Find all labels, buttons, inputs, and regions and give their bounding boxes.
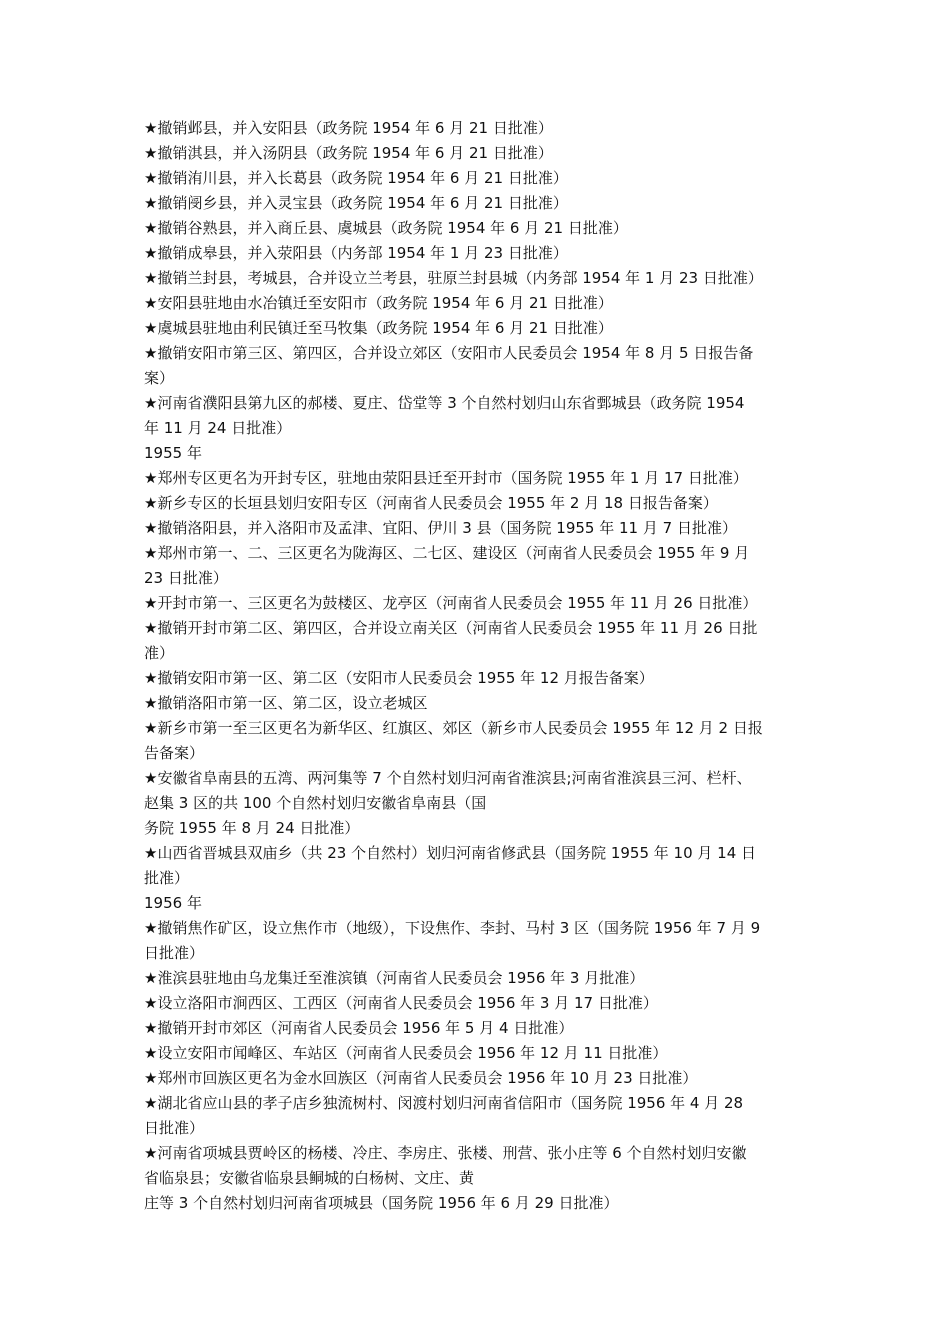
text-line: ★撤销洛阳县，并入洛阳市及孟津、宜阳、伊川 3 县（国务院 1955 年 11 月 7 日批准） (144, 519, 737, 537)
text-line: ★撤销开封市第二区、第四区，合并设立南关区（河南省人民委员会 1955 年 11 月 26 日批 (144, 619, 758, 637)
text-line: ★郑州市第一、二、三区更名为陇海区、二七区、建设区（河南省人民委员会 1955 年 9 月 (144, 544, 750, 562)
text-line: 批准） (144, 869, 190, 887)
text-line: ★郑州市回族区更名为金水回族区（河南省人民委员会 1956 年 10 月 23 日批准） (144, 1069, 698, 1087)
text-line: 1956 年 (144, 894, 202, 912)
text-line: 务院 1955 年 8 月 24 日批准） (144, 819, 360, 837)
text-line: 日批准） (144, 1119, 205, 1137)
text-line: ★淮滨县驻地由乌龙集迁至淮滨镇（河南省人民委员会 1956 年 3 月批准） (144, 969, 645, 987)
text-line: ★撤销兰封县，考城县，合并设立兰考县，驻原兰封县城（内务部 1954 年 1 月 23 日批准） (144, 269, 763, 287)
text-line: ★撤销淇县，并入汤阴县（政务院 1954 年 6 月 21 日批准） (144, 144, 553, 162)
text-line: ★撤销焦作矿区，设立焦作市（地级），下设焦作、李封、马村 3 区（国务院 1956 年 7 月 9 (144, 919, 761, 937)
text-line: 23 日批准） (144, 569, 228, 587)
text-line: ★郑州专区更名为开封专区，驻地由荥阳县迁至开封市（国务院 1955 年 1 月 17 日批准） (144, 469, 748, 487)
text-line: ★开封市第一、三区更名为鼓楼区、龙亭区（河南省人民委员会 1955 年 11 月 26 日批准） (144, 594, 758, 612)
text-line: ★撤销成皋县，并入荥阳县（内务部 1954 年 1 月 23 日批准） (144, 244, 568, 262)
text-line: ★新乡市第一至三区更名为新华区、红旗区、郊区（新乡市人民委员会 1955 年 12 月 2 日报 (144, 719, 763, 737)
text-line: ★新乡专区的长垣县划归安阳专区（河南省人民委员会 1955 年 2 月 18 日报告备案） (144, 494, 718, 512)
document-body (144, 116, 810, 1216)
text-line: ★撤销阌乡县，并入灵宝县（政务院 1954 年 6 月 21 日批准） (144, 194, 568, 212)
text-line: ★设立洛阳市涧西区、工西区（河南省人民委员会 1956 年 3 月 17 日批准） (144, 994, 658, 1012)
text-line: 准） (144, 644, 175, 662)
text-line: 庄等 3 个自然村划归河南省项城县（国务院 1956 年 6 月 29 日批准） (144, 1194, 619, 1212)
text-line: ★撤销谷熟县，并入商丘县、虞城县（政务院 1954 年 6 月 21 日批准） (144, 219, 628, 237)
text-line: ★撤销邺县，并入安阳县（政务院 1954 年 6 月 21 日批准） (144, 119, 553, 137)
text-line: ★撤销洧川县，并入长葛县（政务院 1954 年 6 月 21 日批准） (144, 169, 568, 187)
text-line: ★湖北省应山县的孝子店乡独流树村、闵渡村划归河南省信阳市（国务院 1956 年 4 月 28 (144, 1094, 744, 1112)
text-line: ★河南省濮阳县第九区的郝楼、夏庄、岱堂等 3 个自然村划归山东省鄄城县（政务院 1954 (144, 394, 745, 412)
text-line: 省临泉县；安徽省临泉县鲖城的白杨树、文庄、黄 (144, 1169, 475, 1187)
text-line: 年 11 月 24 日批准） (144, 419, 292, 437)
text-line: ★河南省项城县贾岭区的杨楼、冷庄、李房庄、张楼、刑营、张小庄等 6 个自然村划归安徽 (144, 1144, 747, 1162)
text-line: ★虞城县驻地由利民镇迁至马牧集（政务院 1954 年 6 月 21 日批准） (144, 319, 613, 337)
text-line: ★撤销洛阳市第一区、第二区，设立老城区 (144, 694, 428, 712)
text-line: ★撤销开封市郊区（河南省人民委员会 1956 年 5 月 4 日批准） (144, 1019, 574, 1037)
text-line: ★山西省晋城县双庙乡（共 23 个自然村）划归河南省修武县（国务院 1955 年 10 月 14 日 (144, 844, 757, 862)
text-line: ★设立安阳市闻峰区、车站区（河南省人民委员会 1956 年 12 月 11 日批准） (144, 1044, 668, 1062)
text-line: 1955 年 (144, 444, 202, 462)
text-line: ★撤销安阳市第三区、第四区，合并设立郊区（安阳市人民委员会 1954 年 8 月 5 日报告备 (144, 344, 754, 362)
text-line: 赵集 3 区的共 100 个自然村划归安徽省阜南县（国 (144, 794, 487, 812)
text-line: 告备案） (144, 744, 205, 762)
text-line: ★安徽省阜南县的五湾、两河集等 7 个自然村划归河南省淮滨县;河南省淮滨县三河、栏杆、 (144, 769, 752, 787)
text-line: 日批准） (144, 944, 205, 962)
text-line: 案） (144, 369, 175, 387)
text-line: ★安阳县驻地由水冶镇迁至安阳市（政务院 1954 年 6 月 21 日批准） (144, 294, 613, 312)
text-line: ★撤销安阳市第一区、第二区（安阳市人民委员会 1955 年 12 月报告备案） (144, 669, 654, 687)
